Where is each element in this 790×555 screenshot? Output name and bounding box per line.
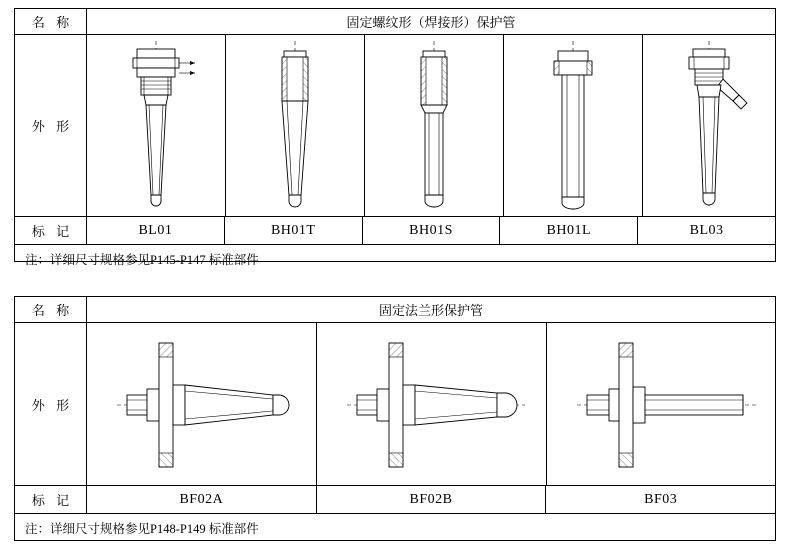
mark-bl01: BL01 <box>87 217 225 244</box>
shape-cell-bl03 <box>643 35 781 216</box>
drawing-bf03 <box>547 323 776 485</box>
mark-cells <box>87 217 775 244</box>
shape-cell-bh01t <box>226 35 365 216</box>
table-header-row-2 <box>15 297 775 323</box>
table-title-2: 固定法兰形保护管 <box>378 303 483 318</box>
mark-bl03: BL03 <box>689 222 724 238</box>
mark-label-2: 标 记 <box>15 486 87 513</box>
note-text: 注：详细尺寸规格参见P145-P147 标准部件 <box>25 253 259 267</box>
mark-bf03: BF03 <box>644 491 678 507</box>
drawing-bf02b <box>317 323 546 485</box>
note-text-2: 注：详细尺寸规格参见P148-P149 标准部件 <box>25 522 259 536</box>
table-title: 固定螺纹形（焊接形）保护管 <box>346 15 516 30</box>
drawing-bh01t <box>226 35 364 216</box>
shape-row-2 <box>15 323 775 486</box>
mark-cells-2 <box>87 486 775 513</box>
mark-bh01s: BH01S <box>363 217 501 244</box>
shape-cell-bf02a <box>87 323 317 485</box>
shape-cell-bf02b <box>317 323 547 485</box>
shape-cell-bh01s <box>365 35 504 216</box>
mark-bf02a: BF02A <box>87 486 317 513</box>
drawing-bh01s <box>365 35 503 216</box>
drawing-bf02a <box>87 323 316 485</box>
shape-label: 外 形 <box>15 35 87 216</box>
name-label-2: 名 称 <box>15 297 87 322</box>
table-header-row <box>15 9 775 35</box>
table-threaded-welded-protection-tube <box>14 8 776 267</box>
shape-cell-bf03 <box>547 323 776 485</box>
mark-bh01t: BH01T <box>225 217 363 244</box>
mark-row <box>15 217 775 245</box>
drawing-bh01l <box>504 35 642 216</box>
shape-cell-bh01l <box>504 35 643 216</box>
mark-bf02b: BF02B <box>317 486 547 513</box>
shape-cells-2 <box>87 323 776 485</box>
shape-row <box>15 35 775 217</box>
shape-cells <box>87 35 781 216</box>
drawing-bl03 <box>643 35 781 216</box>
name-label: 名 称 <box>15 9 87 34</box>
shape-label-2: 外 形 <box>15 323 87 485</box>
note-row-2 <box>15 514 775 542</box>
mark-label: 标 记 <box>15 217 87 244</box>
shape-cell-bl01 <box>87 35 226 216</box>
drawing-bl01 <box>87 35 225 216</box>
mark-bh01l: BH01L <box>500 217 638 244</box>
note-row <box>15 245 775 273</box>
table-fixed-flange-protection-tube <box>14 296 776 541</box>
mark-row-2 <box>15 486 775 514</box>
